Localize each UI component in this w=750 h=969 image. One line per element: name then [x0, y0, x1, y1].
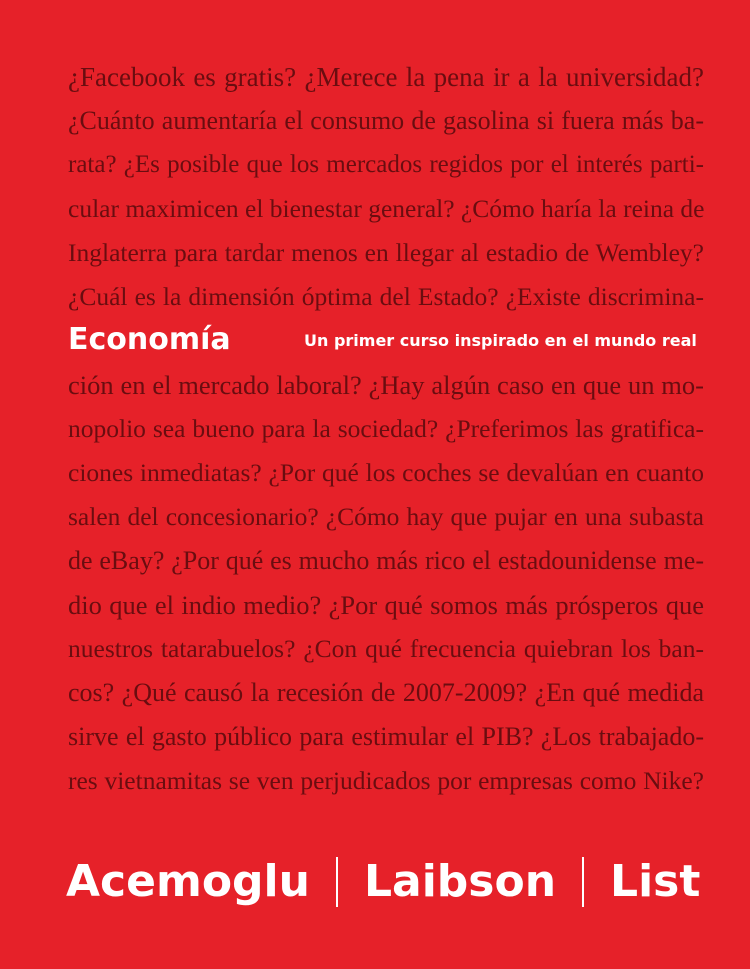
question-line: ¿Cuál es la dimensión óptima del Estado? ¿Existe discrimina- — [68, 282, 704, 311]
question-line: rata? ¿Es posible que los mercados regidos por el interés parti- — [68, 151, 704, 178]
question-line: nopolio sea bueno para la sociedad? ¿Preferimos las gratifica- — [68, 414, 704, 443]
question-line: ¿Facebook es gratis? ¿Merece la pena ir a la universidad? — [68, 62, 704, 92]
question-line: ción en el mercado laboral? ¿Hay algún caso en que un mo- — [68, 370, 704, 400]
author-name: Laibson — [363, 856, 557, 907]
question-line: ciones inmediatas? ¿Por qué los coches se devalúan en cuanto — [68, 458, 704, 487]
author-name: List — [610, 856, 701, 907]
author-divider — [582, 857, 584, 907]
question-line: nuestros tatarabuelos? ¿Con qué frecuencia quiebran los ban- — [68, 634, 704, 663]
question-line: ¿Cuánto aumentaría el consumo de gasolina si fuera más ba- — [68, 106, 704, 135]
book-subtitle: Un primer curso inspirado en el mundo real — [304, 331, 697, 350]
question-line: dio que el indio medio? ¿Por qué somos más prósperos que — [68, 590, 704, 620]
book-title: Economía — [68, 322, 231, 357]
question-line: salen del concesionario? ¿Cómo hay que pujar en una subasta — [68, 502, 704, 531]
question-line: res vietnamitas se ven perjudicados por empresas como Nike? — [68, 766, 704, 795]
author-name: Acemoglu — [66, 856, 310, 907]
question-line: sirve el gasto público para estimular el PIB? ¿Los trabajado- — [68, 722, 704, 751]
author-list — [66, 856, 700, 907]
question-line: Inglaterra para tardar menos en llegar al estadio de Wembley? — [68, 238, 704, 267]
question-line: cos? ¿Qué causó la recesión de 2007-2009? ¿En qué medida — [68, 678, 704, 707]
question-line: de eBay? ¿Por qué es mucho más rico el estadounidense me- — [68, 546, 704, 575]
author-divider — [336, 857, 338, 907]
question-line: cular maximicen el bienestar general? ¿Cómo haría la reina de — [68, 194, 705, 223]
